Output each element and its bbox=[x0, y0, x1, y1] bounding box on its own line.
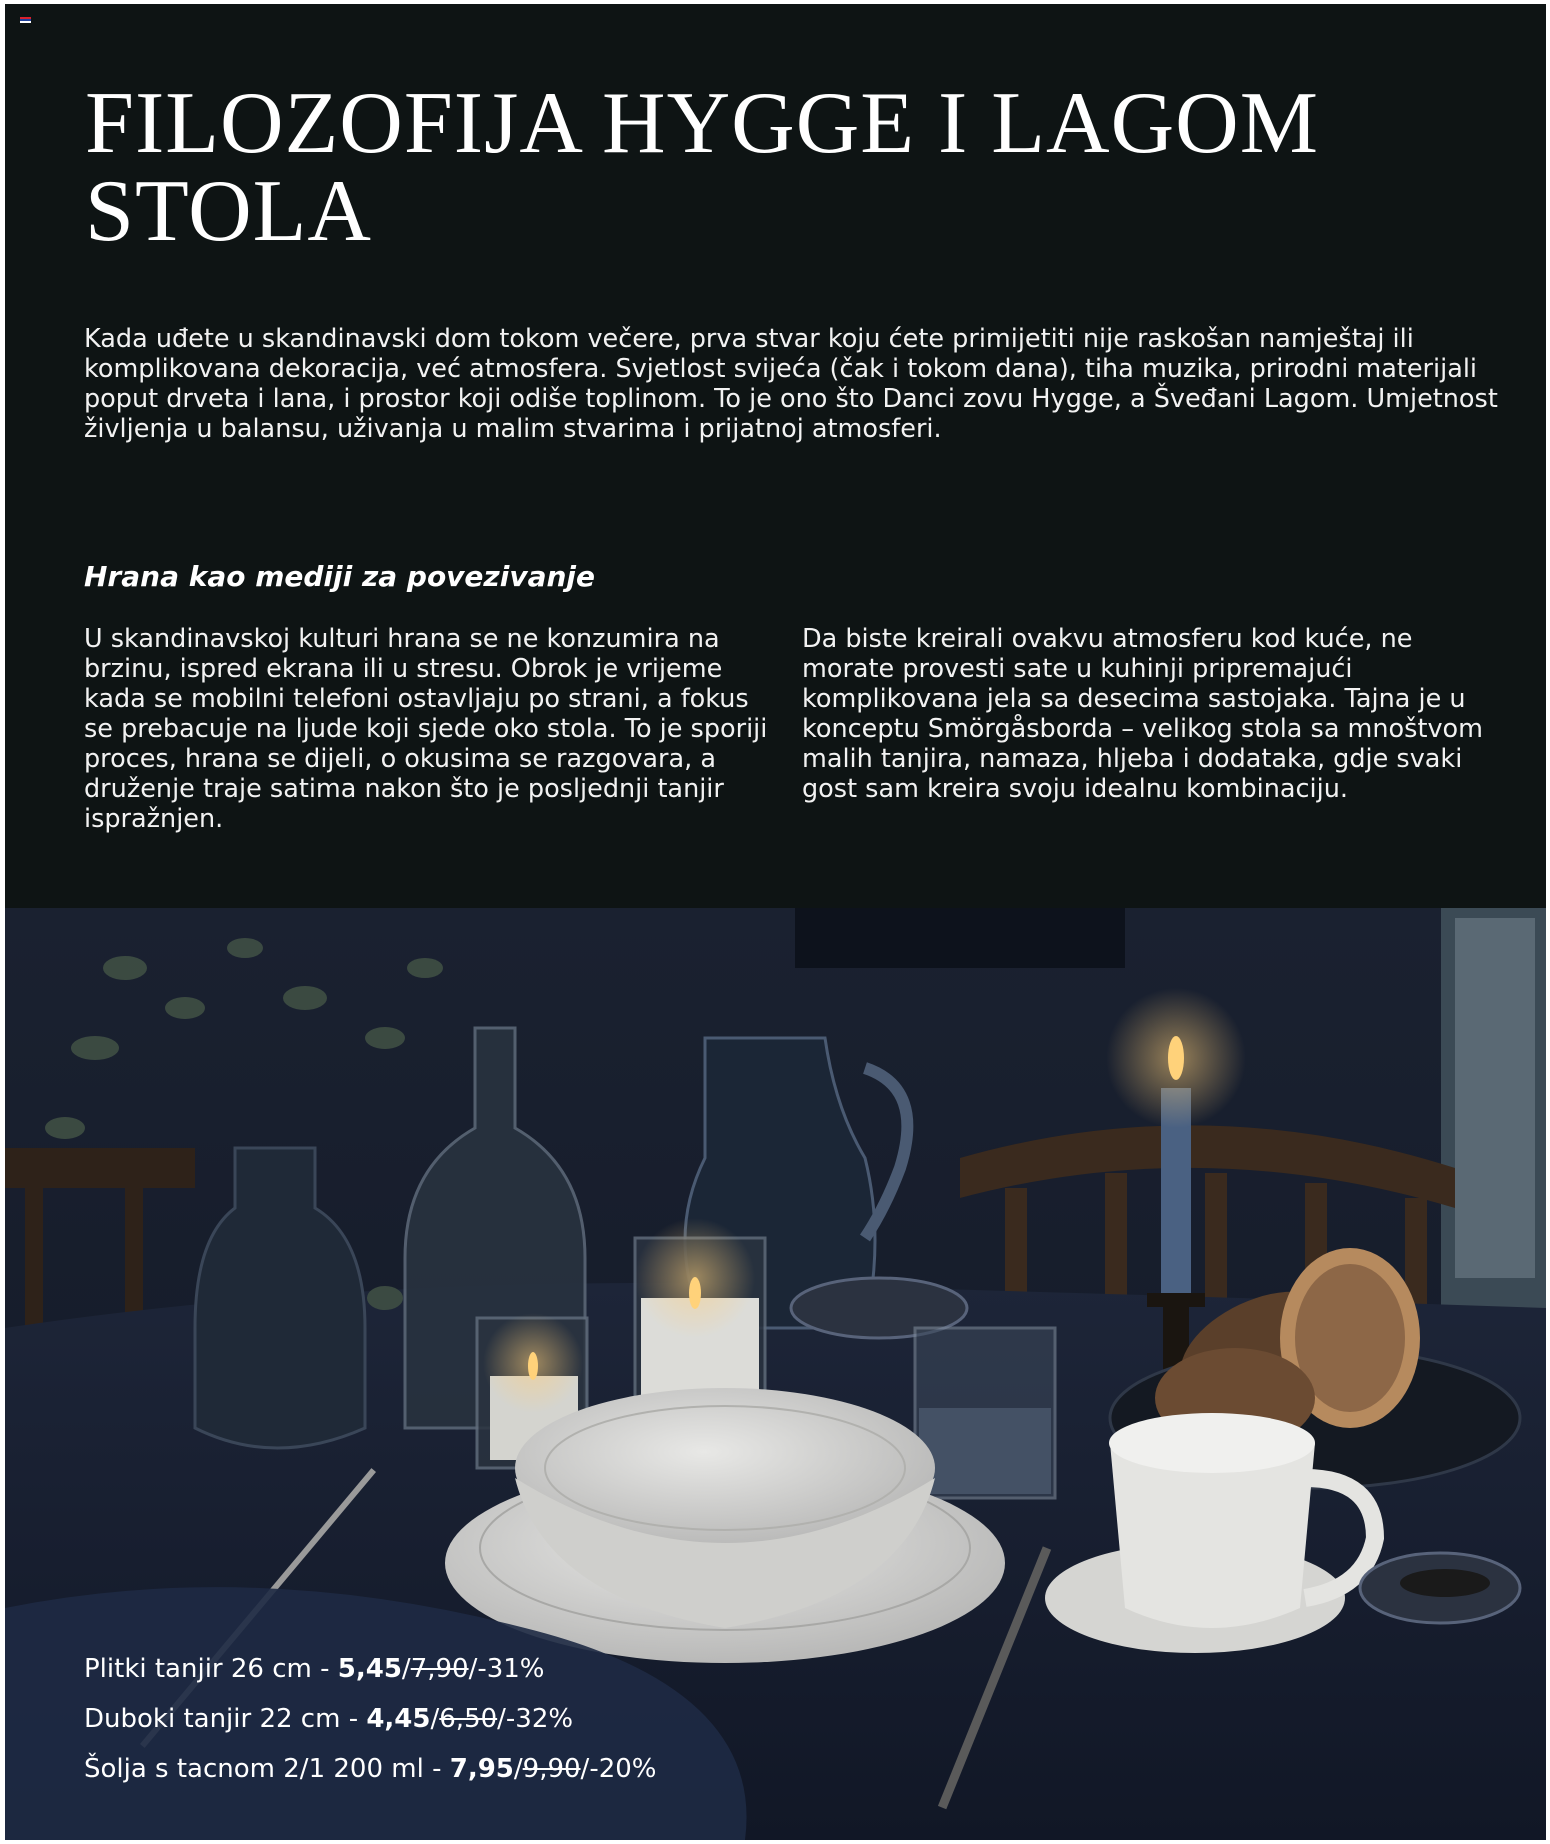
window-light bbox=[1455, 918, 1535, 1278]
price-line-flat-plate bbox=[84, 1644, 656, 1694]
price-old: 9,90 bbox=[522, 1754, 581, 1784]
price-separator: / bbox=[430, 1704, 440, 1734]
price-list bbox=[84, 1644, 656, 1794]
product-name: Šolja s tacnom 2/1 200 ml - bbox=[84, 1754, 450, 1784]
product-name: Plitki tanjir 26 cm - bbox=[84, 1654, 338, 1684]
page-title-line-1: FILOZOFIJA HYGGE I LAGOM bbox=[85, 75, 1319, 172]
price-discount: -32% bbox=[505, 1704, 574, 1734]
price-separator: / bbox=[513, 1754, 523, 1784]
price-new: 7,95 bbox=[449, 1754, 514, 1784]
price-separator: / bbox=[580, 1754, 590, 1784]
section-subheading: Hrana kao mediji za povezivanje bbox=[84, 560, 595, 593]
price-line-cup-saucer bbox=[84, 1744, 656, 1794]
price-line-deep-plate bbox=[84, 1694, 656, 1744]
page-title-line-2: STOLA bbox=[85, 163, 372, 260]
pepper-bowl bbox=[1360, 1553, 1520, 1623]
price-separator: / bbox=[497, 1704, 506, 1734]
price-discount: -31% bbox=[477, 1654, 545, 1684]
price-separator: / bbox=[468, 1654, 478, 1684]
intro-paragraph: Kada uđete u skandinavski dom tokom večere, prva stvar koju ćete primijetiti nije raskošan namještaj ili komplikovana dekoracija, već atmosfera. Svjetlost svijeća (čak i tokom dana), tiha muzika, prirodni materijali poput drveta i lana, i prostor koji odiše toplinom. To je ono što Danci zovu Hygge, a Šveđani Lagom. Umjetnost življenja u balansu, uživanja u malim stvarima i prijatnoj atmosferi. bbox=[84, 324, 1498, 444]
left-column-text: U skandinavskoj kulturi hrana se ne konzumira na brzinu, ispred ekrana ili u stresu. Obrok je vrijeme kada se mobilni telefoni ostavljaju po strani, a fokus se prebacuje na ljude koji sjede oko stola. To je sporiji proces, hrana se dijeli, o okusima se razgovara, a druženje traje satima nakon što je posljednji tanjir ispražnjen. bbox=[84, 624, 768, 834]
flag-icon bbox=[20, 17, 31, 23]
right-column-text: Da biste kreirali ovakvu atmosferu kod kuće, ne morate provesti sate u kuhinji pripremajući komplikovana jela sa desecima sastojaka. Tajna je u konceptu Smörgåsborda – velikog stola sa mnoštvom malih tanjira, namaza, hljeba i dodataka, gdje svaki gost sam kreira svoju idealnu kombinaciju. bbox=[802, 624, 1483, 804]
price-discount: -20% bbox=[589, 1754, 657, 1784]
price-old: 7,90 bbox=[410, 1654, 469, 1684]
product-name: Duboki tanjir 22 cm - bbox=[84, 1704, 367, 1734]
price-new: 5,45 bbox=[337, 1654, 402, 1684]
price-new: 4,45 bbox=[366, 1704, 431, 1734]
page-title bbox=[85, 75, 1485, 260]
wall-frame bbox=[795, 908, 1125, 968]
price-old: 6,50 bbox=[439, 1704, 498, 1734]
water-glass bbox=[915, 1328, 1055, 1498]
price-separator: / bbox=[401, 1654, 411, 1684]
catalog-page bbox=[5, 4, 1546, 1840]
